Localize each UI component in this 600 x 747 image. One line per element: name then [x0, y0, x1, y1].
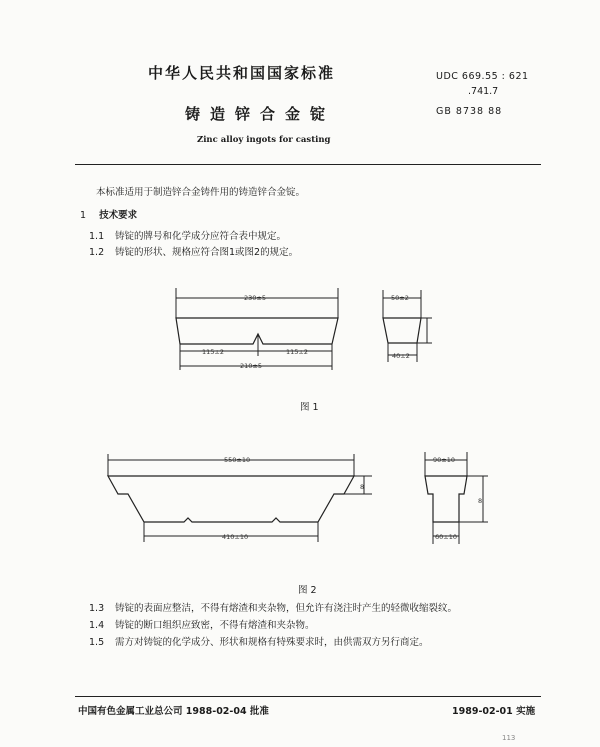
approval-date: 中国有色金属工业总公司 1988-02-04 批准	[78, 706, 269, 717]
fig2-side-top-label: 90±10	[433, 456, 455, 464]
footer-divider	[75, 696, 541, 697]
list-item	[89, 617, 315, 631]
fig1-side-bottom-label: 40±2	[392, 352, 410, 360]
intro-paragraph: 本标准适用于制造锌合金铸件用的铸造锌合金锭。	[96, 187, 306, 198]
item-number: 1.2	[89, 247, 105, 258]
item-number: 1.3	[89, 603, 105, 614]
item-number: 1.1	[89, 231, 105, 242]
fig2-dim-right-label: 8	[360, 483, 365, 491]
figure-1-caption: 图 1	[300, 402, 319, 413]
list-item	[89, 600, 457, 614]
fig2-side-height-label: 8	[478, 497, 483, 505]
implementation-date: 1989-02-01 实施	[452, 706, 536, 717]
item-text: 需方对铸锭的化学成分、形状和规格有特殊要求时，由供需双方另行商定。	[115, 637, 429, 648]
section-1-title: 技术要求	[99, 210, 138, 221]
udc-code-line1: UDC 669.55 : 621	[436, 71, 529, 82]
page-number: 113	[502, 734, 516, 742]
item-text: 铸锭的形状、规格应符合图1或图2的规定。	[115, 247, 299, 258]
fig1-dim-right-label: 115±2	[286, 348, 308, 356]
item-text: 铸锭的断口组织应致密，不得有熔渣和夹杂物。	[115, 620, 315, 631]
figure-2-caption: 图 2	[298, 585, 317, 596]
item-number: 1.4	[89, 620, 105, 631]
fig2-side-bottom-label: 60±10	[435, 533, 457, 541]
item-number: 1.5	[89, 637, 105, 648]
fig2-ingot-front	[108, 476, 354, 522]
item-text: 铸锭的表面应整洁，不得有熔渣和夹杂物，但允许有浇注时产生的轻微收缩裂纹。	[115, 603, 458, 614]
udc-code-line2: .741.7	[468, 86, 499, 97]
fig1-dim-top-label: 230±5	[244, 294, 266, 302]
list-item	[89, 634, 429, 648]
document-title-english: Zinc alloy ingots for casting	[197, 135, 331, 145]
item-text: 铸锭的牌号和化学成分应符合表中规定。	[115, 231, 287, 242]
fig1-side-top-label: 50±2	[391, 294, 409, 302]
document-title: 铸造锌合金锭	[185, 105, 336, 123]
fig2-dim-bottom-label: 410±10	[222, 533, 249, 541]
standard-title: 中华人民共和国国家标准	[148, 64, 336, 82]
gb-number: GB 8738 88	[436, 106, 503, 117]
fig1-dim-bottom-label: 210±5	[240, 362, 262, 370]
section-1-number: 1	[80, 210, 87, 221]
fig1-dim-left-label: 115±2	[202, 348, 224, 356]
fig2-dim-top-label: 550±10	[224, 456, 251, 464]
fig2-ingot-side	[425, 476, 467, 522]
